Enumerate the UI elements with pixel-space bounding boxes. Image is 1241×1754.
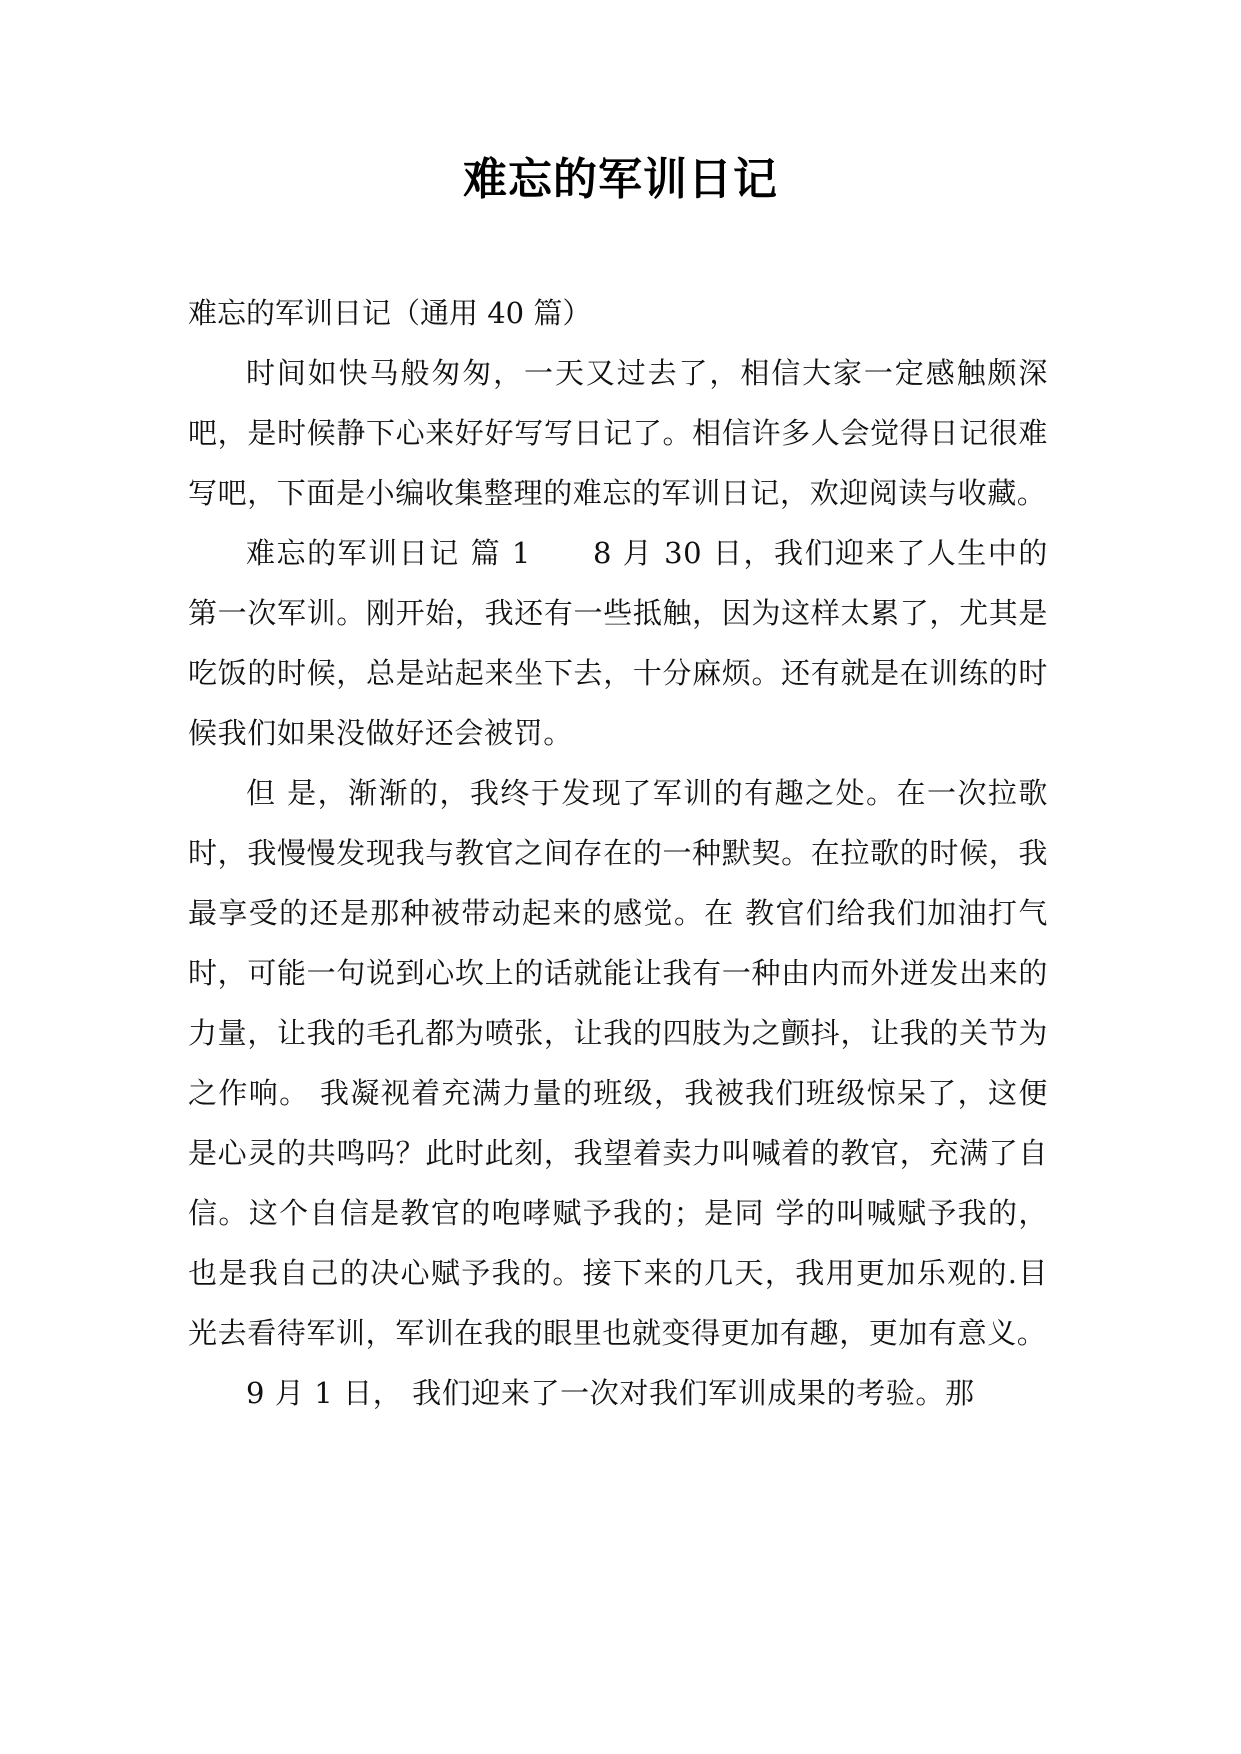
paragraph-sept-1: 9 月 1 日， 我们迎来了一次对我们军训成果的考验。那 xyxy=(246,1376,975,1410)
document-title: 难忘的军训日记 xyxy=(463,154,778,205)
paragraph-entry-1: 难忘的军训日记 篇 1 8 月 30 日，我们迎来了人生中的第一次军训。刚开始，我还有一些抵触，因为这样太累了，尤其是吃饭的时候，总是站起来坐下去，十分麻烦。还有就是在训练的时候我们如果没做好还会被罚。 xyxy=(188,536,1048,750)
document-body xyxy=(188,283,1048,1423)
paragraph-entry-1-continued: 但 是，渐渐的，我终于发现了军训的有趣之处。在一次拉歌时，我慢慢发现我与教官之间存在的一种默契。在拉歌的时候，我最享受的还是那种被带动起来的感觉。在 教官们给我们加油打气时，可能一句说到心坎上的话就能让我有一种由内而外迸发出来的力量，让我的毛孔都为喷张，让我的四肢为之颤抖，让我的关节为之作响。 我凝视着充满力量的班级，我被我们班级惊呆了，这便是心灵的共鸣吗？此时此刻，我望着卖力叫喊着的教官，充满了自信。这个自信是教官的咆哮赋予我的；是同 学的叫喊赋予我的，也是我自己的决心赋予我的。接下来的几天，我用更加乐观的.目光去看待军训，军训在我的眼里也就变得更加有趣，更加有意义。 xyxy=(188,776,1048,1350)
paragraph-intro: 时间如快马般匆匆，一天又过去了，相信大家一定感触颇深吧，是时候静下心来好好写写日记了。相信许多人会觉得日记很难写吧，下面是小编收集整理的难忘的军训日记，欢迎阅读与收藏。 xyxy=(188,356,1048,510)
document-subtitle: 难忘的军训日记（通用 40 篇） xyxy=(188,296,592,330)
